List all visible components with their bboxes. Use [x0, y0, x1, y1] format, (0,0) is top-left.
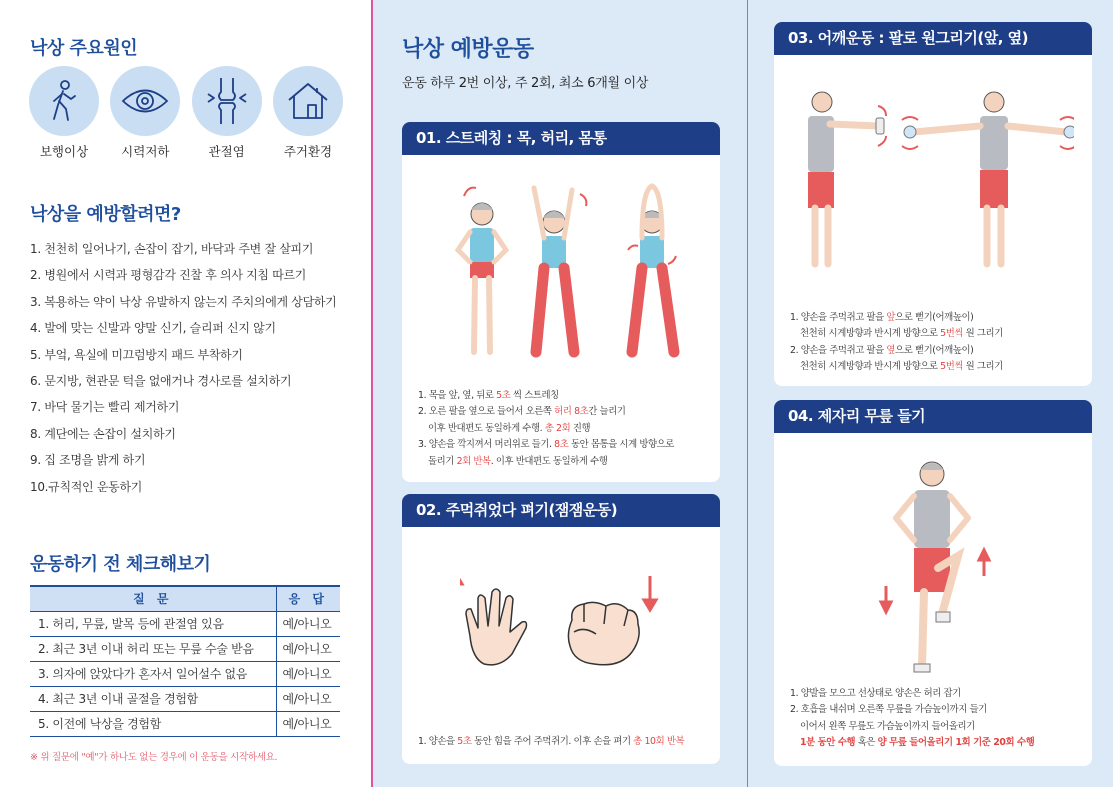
house-icon: [273, 66, 343, 136]
checklist-title: 운동하기 전 체크해보기: [30, 554, 211, 575]
instruction-line: [418, 388, 674, 404]
cause-item: [107, 66, 183, 160]
hand-exercise-card: [402, 494, 720, 764]
instruction-line: 1. 양발을 모으고 선상태로 양손은 허리 잡기: [790, 688, 961, 699]
table-row: [30, 611, 340, 636]
highlight-text: 양 무릎 들어올리기 1회 기준 20회 수행: [877, 737, 1035, 749]
shoulder-exercise-card: [774, 22, 1092, 386]
instruction-text: 간 늘리기: [588, 406, 626, 418]
shoulder-illustration: [794, 84, 1074, 274]
instruction-line: [790, 735, 1034, 751]
list-item: 6. 문지방, 현관문 턱을 없애거나 경사로를 설치하기: [30, 374, 292, 389]
instruction-line: [418, 734, 684, 750]
list-item: 5. 부엌, 욕실에 미끄럼방지 패드 부착하기: [30, 347, 243, 362]
instruction-text: 1. 양손을 주먹쥐고 팔을: [790, 312, 887, 323]
highlight-text: 5초: [457, 736, 472, 747]
cause-label: 보행이상: [39, 144, 89, 159]
instruction-text: 천천히 시계방향과 반시계 방향으로: [800, 328, 941, 340]
fold-divider: [371, 0, 373, 787]
instruction-text: 3. 양손을 깍지껴서 머리위로 들기.: [418, 439, 555, 451]
cause-label: 관절염: [208, 144, 245, 159]
table-row: [30, 711, 340, 736]
instruction-text: 1. 목을 앞, 옆, 뒤로: [418, 390, 497, 401]
highlight-text: 옆: [886, 344, 896, 356]
causes-title: 낙상 주요원인: [30, 38, 138, 59]
instruction-line: [418, 454, 674, 470]
question-cell: 4. 최근 3년 이내 골절을 경험함: [30, 686, 276, 711]
instruction-text: 2. 양손을 주먹쥐고 팔을: [790, 344, 887, 356]
instruction-line: [790, 326, 1003, 342]
instruction-line: [418, 404, 674, 420]
highlight-text: 5초: [496, 390, 511, 401]
list-item: 3. 복용하는 약이 낙상 유발하지 않는지 주치의에게 상담하기: [30, 294, 337, 309]
instruction-text: 이후 반대편도 동일하게 수행.: [428, 422, 545, 434]
table-row: [30, 636, 340, 661]
table-header-row: [30, 586, 340, 611]
walking-person-icon: [29, 66, 99, 136]
question-cell: 3. 의자에 앉았다가 혼자서 일어설수 없음: [30, 661, 276, 686]
table-row: [30, 661, 340, 686]
list-item: 10.규칙적인 운동하기: [30, 479, 143, 494]
highlight-text: 8초: [554, 439, 569, 451]
prevention-title: 낙상을 예방할려면?: [30, 204, 181, 225]
knee-raise-illustration: [874, 456, 994, 676]
list-item: 7. 바닥 물기는 빨리 제거하기: [30, 400, 180, 415]
question-cell: 1. 허리, 무릎, 발목 등에 관절염 있음: [30, 611, 276, 636]
cause-item: [270, 66, 346, 160]
highlight-text: 1분 동안 수행: [800, 737, 856, 749]
answer-cell: 예/아니오: [276, 636, 340, 661]
instruction-text: 2. 오른 팔을 옆으로 들어서 오른쪽: [418, 406, 555, 418]
instruction-line: [418, 421, 674, 437]
stretching-instructions: [418, 388, 674, 470]
exercise-subtitle: 운동 하루 2번 이상, 주 2회, 최소 6개월 이상: [402, 76, 649, 91]
instruction-text: 진행: [570, 422, 591, 434]
instruction-text: 씩 스트레칭: [510, 390, 559, 401]
highlight-text: 앞: [886, 312, 896, 323]
checklist-table: [30, 585, 340, 737]
hand-illustration: [460, 576, 670, 676]
answer-cell: 예/아니오: [276, 686, 340, 711]
instruction-line: [790, 310, 1003, 326]
highlight-text: 허리 8초: [554, 406, 589, 418]
instruction-line: 2. 호흡을 내쉬며 오른쪽 무릎을 가슴높이까지 들기: [790, 704, 987, 716]
instruction-text: 1. 양손을: [418, 736, 458, 747]
instruction-text: 돌리기: [428, 455, 457, 467]
instruction-text: 동안 몸통을 시계 방향으로: [568, 439, 674, 451]
highlight-text: 2회 반복: [456, 455, 491, 467]
instruction-text: 으로 뻗기(어깨높이): [895, 312, 974, 323]
shoulder-instructions: [790, 310, 1003, 376]
instruction-line: [790, 359, 1003, 375]
list-item: 1. 천천히 일어나기, 손잡이 잡기, 바닥과 주변 잘 살피기: [30, 242, 314, 256]
table-row: [30, 686, 340, 711]
instruction-line: [790, 343, 1003, 359]
eye-icon: [110, 66, 180, 136]
answer-cell: 예/아니오: [276, 711, 340, 736]
instruction-text: 혹은: [855, 737, 878, 749]
highlight-text: 5번씩: [940, 361, 964, 373]
question-cell: 5. 이전에 낙상을 경험함: [30, 711, 276, 736]
exercise-title: 낙상 예방운동: [402, 37, 534, 62]
instruction-text: 천천히 시계방향과 반시계 방향으로: [800, 361, 941, 373]
card-title: 04. 제자리 무릎 들기: [774, 400, 1092, 433]
list-item: 2. 병원에서 시력과 평형감각 진찰 후 의사 지침 따르기: [30, 268, 307, 283]
highlight-text: 총 2회: [544, 422, 571, 434]
instruction-text: 으로 뻗기(어깨높이): [895, 344, 974, 356]
card-title: 03. 어깨운동 : 팔로 원그리기(앞, 옆): [774, 22, 1092, 55]
instruction-text: . 이후 반대편도 동일하게 수행: [490, 455, 608, 467]
answer-header: 응 답: [276, 586, 340, 611]
instruction-line: 이어서 왼쪽 무릎도 가슴높이까지 들어올리기: [800, 720, 975, 732]
highlight-text: 총 10회 반복: [633, 736, 685, 747]
answer-cell: 예/아니오: [276, 611, 340, 636]
card-title: 02. 주먹쥐었다 펴기(잼잼운동): [402, 494, 720, 527]
instruction-text: 원 그리기: [963, 328, 1003, 340]
cause-item: [189, 66, 265, 160]
highlight-text: 5번씩: [940, 328, 964, 340]
instruction-text: 동안 힘을 주어 주먹쥐기. 이후 손을 펴기: [471, 736, 634, 747]
question-header: 질 문: [30, 586, 276, 611]
cause-item: [26, 66, 102, 160]
cause-label: 시력저하: [121, 144, 170, 159]
stretching-card: [402, 122, 720, 482]
instruction-line: [418, 437, 674, 453]
causes-list: [26, 66, 346, 160]
list-item: 4. 발에 맞는 신발과 양말 신기, 슬리퍼 신지 않기: [30, 321, 276, 336]
list-item: 9. 집 조명을 밝게 하기: [30, 453, 146, 468]
knee-raise-instructions: [790, 686, 1034, 752]
joint-icon: [192, 66, 262, 136]
instruction-text: 원 그리기: [963, 361, 1003, 373]
hand-instructions: [418, 734, 684, 750]
stretching-illustration: [442, 180, 692, 370]
list-item: 8. 계단에는 손잡이 설치하기: [30, 426, 176, 441]
prevention-list: [30, 236, 336, 500]
cause-label: 주거환경: [283, 144, 333, 159]
checklist-note: ※ 위 질문에 "예"가 하나도 없는 경우에 이 운동을 시작하세요.: [30, 752, 278, 763]
question-cell: 2. 최근 3년 이내 허리 또는 무릎 수술 받음: [30, 636, 276, 661]
knee-raise-card: [774, 400, 1092, 766]
card-title: 01. 스트레칭 : 목, 허리, 몸통: [402, 122, 720, 155]
answer-cell: 예/아니오: [276, 661, 340, 686]
